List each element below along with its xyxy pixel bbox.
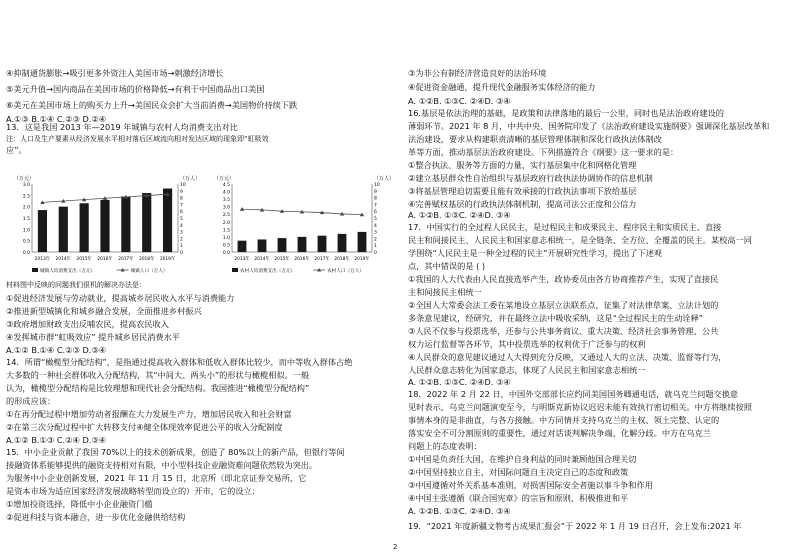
right-tick-label: 1 [374, 244, 377, 250]
bar [298, 237, 307, 252]
answer-choices: A. ①②B. ①③C. ②④D. ③④ [408, 96, 511, 106]
option-line: ④完善赋权基层的行政执法体制机制，提高司法公正度和公信力 [408, 199, 637, 209]
option-line: 主和间接民主相统一 [408, 287, 482, 297]
question-15-line: 是资本市场为适应国家经济发展战略转型而设立的）开市，它的设立： [6, 486, 260, 496]
left-tick-label: 0.5 [222, 243, 230, 249]
option-line: ②建立基层群众性自治组织与基层政府行政执法协调协作的信息机制 [408, 173, 653, 183]
left-tick-label: 1.5 [222, 228, 230, 234]
question-14-line: 大多数的一种社会群体收入分配结构，其“中间大、两头小”的形状与橄榄相似。一般 [6, 370, 310, 380]
bar [100, 200, 109, 252]
option-line: ③将基层管理迫切需要且能有效承接的行政执法事项下放给基层 [408, 186, 637, 196]
right-tick-label: 0 [374, 251, 377, 256]
bar [258, 239, 267, 252]
x-tick-label: 2018年 [139, 257, 155, 262]
question-18-line: 问题上的态度表明： [408, 441, 482, 451]
right-tick-label: 9 [180, 189, 183, 195]
bar [278, 238, 287, 252]
bar [163, 189, 172, 252]
right-tick-label: 3 [180, 230, 183, 236]
option-line: ①促进经济发展与劳动就业，提高城乡居民收入水平与消费能力 [6, 293, 235, 303]
question-13-prompt: 材料图中反映的问题我们很机的解决办法是： [6, 281, 146, 289]
right-tick-label: 6 [374, 210, 377, 216]
option-line: ③政府增加财政支出反哺农民，提高农民收入 [6, 319, 169, 329]
left-tick-label: 1.0 [222, 235, 230, 241]
x-tick-label: 2014年 [55, 257, 71, 262]
option-line: ④中国主张遵循《联合国宪章》的宗旨和原则，积极推进和平 [408, 493, 629, 503]
legend-entry: 农村人口（万人） [327, 269, 364, 274]
option-line: ④促进资金融通，提升现代金融服务实体经济的能力 [408, 82, 596, 92]
right-tick-label: 2 [374, 237, 377, 243]
question-19-line: 19．“2021 年度新疆文物考古成果汇报会”于 2022 年 1 月 19 日召开，会上发布:2021 年 [408, 521, 742, 531]
right-tick-label: 7 [180, 203, 183, 209]
left-tick-label: 0.5 [22, 239, 30, 245]
right-tick-label: 5 [374, 217, 377, 222]
x-tick-label: 2015年 [274, 257, 290, 262]
bar [38, 210, 47, 252]
right-tick-label: 1 [180, 244, 183, 250]
left-tick-label: 2.5 [22, 194, 30, 200]
right-tick-label: 6 [180, 210, 183, 216]
option-line: ②全国人大常委会法工委在某地设立基层立法联系点，征集了对法律草案、立法计划的 [408, 300, 719, 310]
question-17-line: 17．中国实行的全过程人民民主，是过程民主和成果民主、程序民主和实质民主、直接 [408, 222, 722, 232]
answer-choices: A. ①②B. ①③C. ②④D. ③④ [408, 377, 511, 387]
question-14-line: 的形成应该： [6, 396, 56, 406]
option-line: ②促进科技与资本融合，进一步优化金融供给结构 [6, 512, 186, 522]
right-tick-label: 4 [374, 223, 377, 229]
x-tick-label: 2019年 [354, 257, 370, 262]
x-tick-label: 2016年 [97, 257, 113, 262]
question-13-note: 注：人口及生产要素从经济发展水平相对落后区域流向相对发达区域的现象即“虹吸效 [6, 135, 269, 143]
legend-entry: 农村人均消费支出（万元） [240, 269, 296, 274]
option-line: ①整合执法、服务等方面的力量，实行基层集中化和网格化管理 [408, 160, 637, 170]
right-tick-label: 8 [180, 196, 183, 202]
question-15-line: 接融资体系能够提供的融资支持相对有限，中小型科技企业融资难问题依然较为突出。 [6, 460, 318, 470]
x-tick-label: 2013年 [234, 257, 250, 262]
left-tick-label: 2.0 [22, 205, 30, 211]
answer-choices: A.①② B.①③ C.②④ D.③④ [6, 435, 107, 445]
option-line: ④人民群众的意见建议通过人大得到充分反映，又通过人大的立法、决策、监督等行为， [408, 352, 727, 362]
left-axis-unit: （万元） [214, 176, 235, 182]
question-18-line: 18．2022 年 2 月 22 日，中国外交部部长应约同美国国务卿通电话，就乌克兰问题交换意 [408, 389, 739, 399]
left-tick-label: 3.0 [222, 205, 230, 211]
option-line: 人民群众意志转化为国家意志，体现了人民民主和国家意志相统一 [408, 365, 646, 375]
right-tick-label: 8 [374, 196, 377, 202]
left-axis-unit: （万元） [14, 176, 35, 182]
left-tick-label: 4.0 [222, 190, 230, 196]
question-17-line: 学围绕“人民民主是一种全过程的民主”开展研究性学习，提出了下述观 [408, 248, 663, 258]
question-18-line: 见时表示，乌克兰问题演变至今，与明斯克新协议迟迟未能有效执行密切相关。中方将继续按照 [408, 402, 752, 412]
x-tick-label: 2018年 [334, 257, 350, 262]
option-line: ②中国坚持独立自主，对国际问题自主决定自己的态度和政策 [408, 467, 629, 477]
option-line: ③为非公有制经济营造良好的法治环境 [408, 68, 547, 78]
left-tick-label: 0.0 [222, 251, 230, 256]
option-line: ②在第三次分配过程中扩大转移支付④健全体现效率促进公平的收入分配制度 [6, 422, 283, 432]
x-tick-label: 2017年 [118, 257, 134, 262]
bar [238, 241, 247, 252]
question-13-stem: 13．这是我国 2013 年—2019 年城镇与农村人均消费支出对比 [6, 122, 238, 132]
option-line: ①中国是负责任大国，在维护自身利益的同时兼顾他国合理关切 [408, 454, 637, 464]
legend-entry: 城镇人口（万人） [130, 269, 168, 274]
x-tick-label: 2013年 [34, 257, 51, 262]
question-16-line: 薄弱环节。2021 年 8 月，中共中央、国务院印发了《法治政府建设实施纲要》强调深化基层改革和 [408, 121, 770, 131]
x-tick-label: 2019年 [159, 257, 176, 262]
option-line: ③中国遵循对外关系基本准则，对损害国际安全者施以事斗争和作用 [408, 480, 653, 490]
question-16-line: 革等方面，推动基层法治政府建设。下列措施符合《纲要》这一要求的是： [408, 147, 679, 157]
option-line: ①在再分配过程中增加劳动者报酬在大力发展生产力，增加居民收入和社会财富 [6, 409, 292, 419]
right-tick-label: 9 [374, 189, 377, 195]
legend-swatch-bar [232, 268, 238, 272]
right-tick-label: 3 [374, 230, 377, 236]
option-line: ③人民不仅参与投票选举，还参与公共事务商议、重大决策、经济社会事务管理、公共 [408, 326, 719, 336]
left-tick-label: 2.5 [222, 213, 230, 219]
answer-choices: A. ①②B. ①③C. ②④D. ③④ [408, 506, 511, 516]
rural-consumption-chart [212, 172, 395, 282]
answer-choices: A. ①②B. ①③C. ②④D. ③④ [408, 210, 511, 220]
right-axis-unit: （万人） [180, 176, 201, 182]
x-tick-label: 2015年 [76, 257, 92, 262]
question-17-line: 点，其中错误的是 ( ) [408, 261, 486, 271]
right-tick-label: 5 [180, 217, 183, 222]
left-tick-label: 3.5 [222, 198, 230, 204]
bar [318, 236, 327, 252]
right-axis-unit: （万人） [374, 176, 395, 182]
bar [80, 203, 89, 252]
option-line: ④发挥城市群“虹吸效应” 提升城乡居民消费水平 [6, 332, 180, 342]
bar [59, 207, 68, 252]
left-tick-label: 3.0 [22, 183, 30, 188]
left-tick-label: 2.0 [222, 220, 230, 226]
bar [121, 196, 130, 252]
right-tick-label: 7 [374, 203, 377, 209]
option-line: ②推进新型城镇化和城乡融合发展，全面推进乡村振兴 [6, 306, 202, 316]
question-16-line: 16.基层是依法治理的基础，是政策和法律落地的最后一公里，同时也是法治政府建设的 [408, 108, 724, 118]
option-line: 多条意见建议，经研究，并在最终立法中吸收采纳，这是“全过程民主的生动诠释” [408, 313, 704, 323]
page-number: 2 [393, 543, 398, 551]
option-line: ⑤美元升值→国内商品在美国市场的价格降低→有利于中国商品出口美国 [6, 84, 265, 94]
question-18-line: 落实安全不可分割原则的重要性，通过对话谈判解决争端，化解分歧。中方在乌克兰 [408, 428, 711, 438]
legend-swatch-bar [32, 268, 38, 272]
question-14-line: 14．所谓“橄榄型分配结构”，是指通过提高收入群体和低收入群体比较少，而中等收入群体占绝 [6, 357, 353, 367]
left-tick-label: 1.5 [22, 217, 30, 222]
question-16-line: 法治建设，要求从构建职责清晰的基层管理体制和深化行政执法体制改 [408, 134, 662, 144]
question-15-line: 为服务中小企业创新发展，2021 年 11 月 15 日，北京所（即北京证券交易所，它 [6, 473, 307, 483]
question-18-line: 事情本身的是非曲直，与各方接触。中方同情并支持乌克兰的主权、领土完整、认定的 [408, 415, 720, 425]
legend-entry: 城镇人均消费支出（万元） [40, 269, 96, 274]
answer-choices: A.①③ B.①④ C.②③ D.②④ [6, 114, 107, 124]
question-14-line: 认为，橄榄型分配结构是比较理想和现代社会分配结构。我国推进“橄榄型分配结构” [6, 383, 310, 393]
option-line: 权力运行监督等各环节，其中投票选举的权利优于广泛参与的权利 [408, 339, 646, 349]
option-line: ④抑制通货膨胀→吸引更多外资注入美国市场→刺激经济增长 [6, 68, 224, 78]
option-line: ①我国的人大代表由人民直接选举产生，政协委员由各方协商推荐产生，实现了直接民 [408, 274, 719, 284]
x-tick-label: 2014年 [254, 257, 270, 262]
x-tick-label: 2017年 [314, 257, 330, 262]
bar [142, 193, 151, 252]
right-tick-label: 10 [374, 183, 380, 188]
bar [358, 232, 367, 252]
bar [338, 234, 347, 252]
x-tick-label: 2016年 [294, 257, 310, 262]
right-tick-label: 10 [180, 183, 186, 188]
urban-consumption-chart [12, 172, 201, 282]
question-17-line: 民主和间接民主、人民民主和国家意志相统一，是全链条、全方位、全覆盖的民主。某校高一同 [408, 235, 752, 245]
right-tick-label: 0 [180, 251, 183, 256]
option-line: ①增加投资选择，降低中小企业融资门槛 [6, 499, 153, 509]
right-tick-label: 2 [180, 237, 183, 243]
left-tick-label: 1.0 [22, 228, 30, 234]
right-tick-label: 4 [180, 223, 183, 229]
option-line: ⑥美元在美国市场上的购买力上升→美国民众会扩大当前消费→美国物价持续下跌 [6, 100, 298, 110]
answer-choices: A.①② B.①④ C.②③ D.③④ [6, 345, 107, 355]
left-tick-label: 4.5 [222, 183, 230, 188]
question-13-note: 应”。 [6, 145, 27, 155]
left-tick-label: 0.0 [22, 251, 30, 256]
question-15-line: 15．中小企业贡献了我国 70%以上的技术创新成果，创造了 80%以上的新产品，但银行等间 [6, 447, 345, 457]
